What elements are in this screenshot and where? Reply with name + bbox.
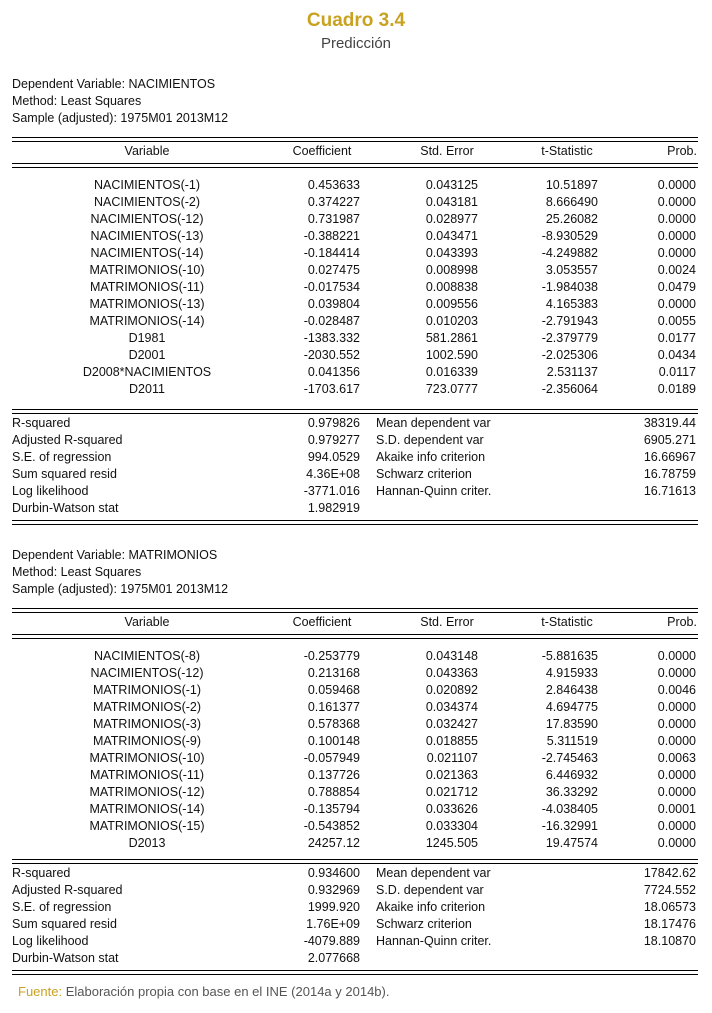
stats-row [12, 950, 698, 967]
stat-label: Schwarz criterion [376, 467, 472, 481]
coefficient-value: -2030.552 [303, 348, 360, 362]
coefficient-value: 0.137726 [307, 768, 360, 782]
stat-label: Log likelihood [12, 484, 89, 498]
stat-value: 17842.62 [643, 866, 696, 880]
stat-label: Hannan-Quinn criter. [376, 484, 492, 498]
column-header-coefficient: Coefficient [292, 615, 352, 629]
coefficient-value: 24257.12 [307, 836, 360, 850]
prob-value: 0.0063 [657, 751, 696, 765]
column-header-coefficient: Coefficient [292, 144, 352, 158]
variable-name: MATRIMONIOS(-3) [92, 717, 202, 731]
t-statistic-value: 4.915933 [545, 666, 598, 680]
stats-row [12, 916, 698, 933]
stats-row [12, 432, 698, 449]
table-row [12, 648, 698, 665]
coefficient-value: 0.578368 [307, 717, 360, 731]
model-dependent: Dependent Variable: MATRIMONIOS [12, 548, 218, 562]
prob-value: 0.0000 [657, 229, 696, 243]
coefficient-value: 0.374227 [307, 195, 360, 209]
model-sample: Sample (adjusted): 1975M01 2013M12 [12, 582, 229, 596]
model-method: Method: Least Squares [12, 565, 142, 579]
std-error-value: 0.033304 [425, 819, 478, 833]
table-row [12, 665, 698, 682]
prob-value: 0.0117 [658, 365, 696, 379]
prob-value: 0.0024 [657, 263, 696, 277]
std-error-value: 581.2861 [425, 331, 478, 345]
stat-label: S.E. of regression [12, 450, 112, 464]
t-statistic-value: 2.531137 [546, 365, 598, 379]
std-error-value: 1245.505 [425, 836, 478, 850]
coefficient-value: -0.184414 [303, 246, 360, 260]
column-header-variable: Variable [124, 615, 170, 629]
stats-row [12, 500, 698, 517]
prob-value: 0.0434 [657, 348, 696, 362]
t-statistic-value: 17.83590 [545, 717, 598, 731]
stat-value: 2.077668 [307, 951, 360, 965]
table-row [12, 784, 698, 801]
stat-value: 0.979826 [307, 416, 360, 430]
variable-name: MATRIMONIOS(-2) [92, 700, 202, 714]
coefficient-value: -0.543852 [303, 819, 360, 833]
column-header-row [12, 614, 698, 631]
stat-value: 16.78759 [643, 467, 696, 481]
column-header-variable: Variable [124, 144, 170, 158]
table-row [12, 245, 698, 262]
source-note [18, 984, 389, 999]
t-statistic-value: 25.26082 [545, 212, 598, 226]
std-error-value: 0.021363 [425, 768, 478, 782]
variable-name: MATRIMONIOS(-10) [89, 263, 205, 277]
table-row [12, 818, 698, 835]
variable-name: MATRIMONIOS(-14) [89, 314, 205, 328]
table-row [12, 801, 698, 818]
coefficient-value: -0.388221 [303, 229, 360, 243]
stat-value: 0.932969 [307, 883, 360, 897]
variable-name: MATRIMONIOS(-11) [89, 768, 205, 782]
column-header-row [12, 143, 698, 160]
variable-name: D2011 [129, 382, 165, 396]
stats-row [12, 933, 698, 950]
t-statistic-value: 4.165383 [545, 297, 598, 311]
table-row [12, 733, 698, 750]
coefficient-value: 0.039804 [307, 297, 360, 311]
stat-value: 1999.920 [307, 900, 360, 914]
stats-row [12, 466, 698, 483]
stat-value: 4.36E+08 [306, 467, 360, 481]
stat-label: S.D. dependent var [376, 883, 484, 897]
prob-value: 0.0000 [657, 297, 696, 311]
table-rule-header [12, 634, 698, 639]
prob-value: 0.0000 [657, 649, 696, 663]
table-row [12, 767, 698, 784]
variable-name: MATRIMONIOS(-15) [89, 819, 205, 833]
prob-value: 0.0479 [657, 280, 696, 294]
variable-name: MATRIMONIOS(-11) [89, 280, 205, 294]
t-statistic-value: -2.379779 [541, 331, 598, 345]
t-statistic-value: -1.984038 [541, 280, 598, 294]
coefficient-value: 0.059468 [307, 683, 360, 697]
stat-label: R-squared [12, 866, 71, 880]
variable-name: MATRIMONIOS(-13) [89, 297, 205, 311]
coefficient-value: 0.161377 [307, 700, 360, 714]
std-error-value: 0.043125 [425, 178, 478, 192]
coefficient-value: -1383.332 [303, 331, 360, 345]
std-error-value: 0.043393 [425, 246, 478, 260]
coefficient-value: 0.213168 [307, 666, 360, 680]
stat-label: Sum squared resid [12, 467, 117, 481]
source-text: Elaboración propia con base en el INE (2014a y 2014b). [62, 984, 390, 999]
stat-label: Mean dependent var [376, 416, 491, 430]
std-error-value: 0.043148 [425, 649, 478, 663]
t-statistic-value: 4.694775 [545, 700, 598, 714]
prob-value: 0.0000 [657, 734, 696, 748]
t-statistic-value: 19.47574 [545, 836, 598, 850]
std-error-value: 0.008998 [425, 263, 478, 277]
stat-label: Log likelihood [12, 934, 89, 948]
stats-row [12, 865, 698, 882]
table-row [12, 835, 698, 852]
table-rule-stats [12, 859, 698, 864]
table-row [12, 699, 698, 716]
column-header-prob: Prob. [667, 144, 697, 158]
t-statistic-value: -2.745463 [541, 751, 598, 765]
stat-label: Hannan-Quinn criter. [376, 934, 492, 948]
table-row [12, 347, 698, 364]
variable-name: NACIMIENTOS(-14) [90, 246, 204, 260]
prob-value: 0.0000 [657, 666, 696, 680]
variable-name: MATRIMONIOS(-12) [89, 785, 205, 799]
std-error-value: 0.032427 [425, 717, 478, 731]
table-row [12, 750, 698, 767]
table-row [12, 716, 698, 733]
table-rule-bottom [12, 520, 698, 525]
std-error-value: 0.009556 [425, 297, 478, 311]
std-error-value: 1002.590 [425, 348, 478, 362]
model-sample: Sample (adjusted): 1975M01 2013M12 [12, 111, 229, 125]
coefficient-value: 0.100148 [307, 734, 360, 748]
t-statistic-value: 5.311519 [546, 734, 598, 748]
variable-name: D2001 [128, 348, 166, 362]
t-statistic-value: 2.846438 [545, 683, 598, 697]
column-header-prob: Prob. [667, 615, 697, 629]
regression-nacimientos [12, 76, 698, 516]
table-row [12, 381, 698, 398]
stat-label: Adjusted R-squared [12, 433, 123, 447]
variable-name: MATRIMONIOS(-9) [92, 734, 202, 748]
table-row [12, 177, 698, 194]
variable-name: MATRIMONIOS(-14) [89, 802, 205, 816]
table-row [12, 262, 698, 279]
table-title: Cuadro 3.4 [306, 10, 406, 31]
std-error-value: 0.018855 [425, 734, 478, 748]
t-statistic-value: 36.33292 [545, 785, 598, 799]
std-error-value: 0.033626 [425, 802, 478, 816]
coefficient-value: -0.057949 [303, 751, 360, 765]
coefficient-value: 0.027475 [307, 263, 360, 277]
stat-value: 7724.552 [643, 883, 696, 897]
stat-label: Sum squared resid [12, 917, 117, 931]
stat-value: 38319.44 [643, 416, 696, 430]
std-error-value: 723.0777 [425, 382, 478, 396]
prob-value: 0.0000 [657, 246, 696, 260]
stat-label: Schwarz criterion [376, 917, 472, 931]
table-row [12, 296, 698, 313]
stat-value: 6905.271 [643, 433, 696, 447]
coefficient-value: 0.788854 [307, 785, 360, 799]
table-row [12, 194, 698, 211]
prob-value: 0.0000 [657, 785, 696, 799]
coefficient-value: 0.453633 [307, 178, 360, 192]
column-header-std-error: Std. Error [420, 144, 474, 158]
variable-name: NACIMIENTOS(-2) [93, 195, 201, 209]
stats-row [12, 899, 698, 916]
stat-label: Durbin-Watson stat [12, 501, 119, 515]
t-statistic-value: 10.51897 [545, 178, 598, 192]
std-error-value: 0.020892 [425, 683, 478, 697]
std-error-value: 0.043181 [425, 195, 478, 209]
stat-value: 16.66967 [643, 450, 696, 464]
t-statistic-value: -4.038405 [541, 802, 598, 816]
variable-name: NACIMIENTOS(-1) [93, 178, 201, 192]
column-header-t-statistic: t-Statistic [541, 615, 593, 629]
table-rule-top [12, 608, 698, 613]
prob-value: 0.0177 [657, 331, 696, 345]
stat-label: Akaike info criterion [376, 450, 486, 464]
table-row [12, 682, 698, 699]
stat-value: 18.10870 [643, 934, 696, 948]
table-row [12, 330, 698, 347]
t-statistic-value: 8.666490 [545, 195, 598, 209]
stat-label: S.E. of regression [12, 900, 112, 914]
stat-value: 18.17476 [643, 917, 696, 931]
stat-value: 18.06573 [643, 900, 696, 914]
stat-value: 1.76E+09 [306, 917, 360, 931]
prob-value: 0.0000 [657, 700, 696, 714]
t-statistic-value: -16.32991 [541, 819, 598, 833]
t-statistic-value: 6.446932 [545, 768, 598, 782]
prob-value: 0.0000 [657, 717, 696, 731]
std-error-value: 0.034374 [425, 700, 478, 714]
prob-value: 0.0000 [657, 768, 696, 782]
t-statistic-value: -4.249882 [541, 246, 598, 260]
stat-label: Durbin-Watson stat [12, 951, 119, 965]
t-statistic-value: -5.881635 [541, 649, 598, 663]
std-error-value: 0.016339 [425, 365, 478, 379]
prob-value: 0.0189 [657, 382, 696, 396]
source-label: Fuente: [18, 984, 63, 999]
std-error-value: 0.028977 [425, 212, 478, 226]
variable-name: MATRIMONIOS(-10) [89, 751, 205, 765]
coefficient-value: -0.135794 [303, 802, 360, 816]
std-error-value: 0.043363 [425, 666, 478, 680]
table-rule-header [12, 163, 698, 168]
variable-name: D2013 [128, 836, 166, 850]
variable-name: NACIMIENTOS(-12) [90, 212, 204, 226]
variable-name: NACIMIENTOS(-13) [90, 229, 204, 243]
stat-label: Adjusted R-squared [12, 883, 123, 897]
stat-value: 0.934600 [307, 866, 360, 880]
std-error-value: 0.008838 [425, 280, 478, 294]
table-row [12, 211, 698, 228]
stat-label: Akaike info criterion [376, 900, 486, 914]
table-row [12, 228, 698, 245]
t-statistic-value: -2.356064 [541, 382, 598, 396]
coefficient-value: 0.731987 [307, 212, 360, 226]
prob-value: 0.0000 [657, 212, 696, 226]
prob-value: 0.0000 [657, 195, 696, 209]
prob-value: 0.0000 [657, 836, 696, 850]
variable-name: D1981 [128, 331, 166, 345]
stat-value: 994.0529 [307, 450, 360, 464]
prob-value: 0.0046 [657, 683, 696, 697]
stats-row [12, 882, 698, 899]
table-rule-top [12, 137, 698, 142]
table-row [12, 364, 698, 381]
stat-value: -4079.889 [303, 934, 360, 948]
table-rule-bottom [12, 970, 698, 975]
std-error-value: 0.010203 [425, 314, 478, 328]
stat-label: R-squared [12, 416, 71, 430]
coefficient-value: 0.041356 [307, 365, 360, 379]
std-error-value: 0.021712 [425, 785, 478, 799]
prob-value: 0.0000 [657, 819, 696, 833]
table-rule-stats [12, 409, 698, 414]
t-statistic-value: -8.930529 [541, 229, 598, 243]
stat-label: S.D. dependent var [376, 433, 484, 447]
stat-label: Mean dependent var [376, 866, 491, 880]
stats-row [12, 483, 698, 500]
prob-value: 0.0000 [657, 178, 696, 192]
column-header-t-statistic: t-Statistic [541, 144, 593, 158]
stat-value: 1.982919 [307, 501, 360, 515]
variable-name: NACIMIENTOS(-8) [93, 649, 201, 663]
coefficient-value: -1703.617 [303, 382, 360, 396]
t-statistic-value: -2.025306 [541, 348, 598, 362]
variable-name: D2008*NACIMIENTOS [82, 365, 212, 379]
t-statistic-value: 3.053557 [545, 263, 598, 277]
variable-name: MATRIMONIOS(-1) [92, 683, 202, 697]
coefficient-value: -0.253779 [303, 649, 360, 663]
stats-row [12, 415, 698, 432]
stats-row [12, 449, 698, 466]
variable-name: NACIMIENTOS(-12) [90, 666, 204, 680]
table-subtitle: Predicción [320, 35, 392, 52]
prob-value: 0.0055 [657, 314, 696, 328]
t-statistic-value: -2.791943 [541, 314, 598, 328]
stat-value: 0.979277 [307, 433, 360, 447]
coefficient-value: -0.017534 [303, 280, 360, 294]
stat-value: 16.71613 [643, 484, 696, 498]
table-row [12, 313, 698, 330]
column-header-std-error: Std. Error [420, 615, 474, 629]
stat-value: -3771.016 [303, 484, 360, 498]
model-method: Method: Least Squares [12, 94, 142, 108]
std-error-value: 0.021107 [426, 751, 478, 765]
prob-value: 0.0001 [657, 802, 696, 816]
table-row [12, 279, 698, 296]
model-dependent: Dependent Variable: NACIMIENTOS [12, 77, 216, 91]
std-error-value: 0.043471 [425, 229, 478, 243]
regression-matrimonios [12, 547, 698, 972]
coefficient-value: -0.028487 [303, 314, 360, 328]
